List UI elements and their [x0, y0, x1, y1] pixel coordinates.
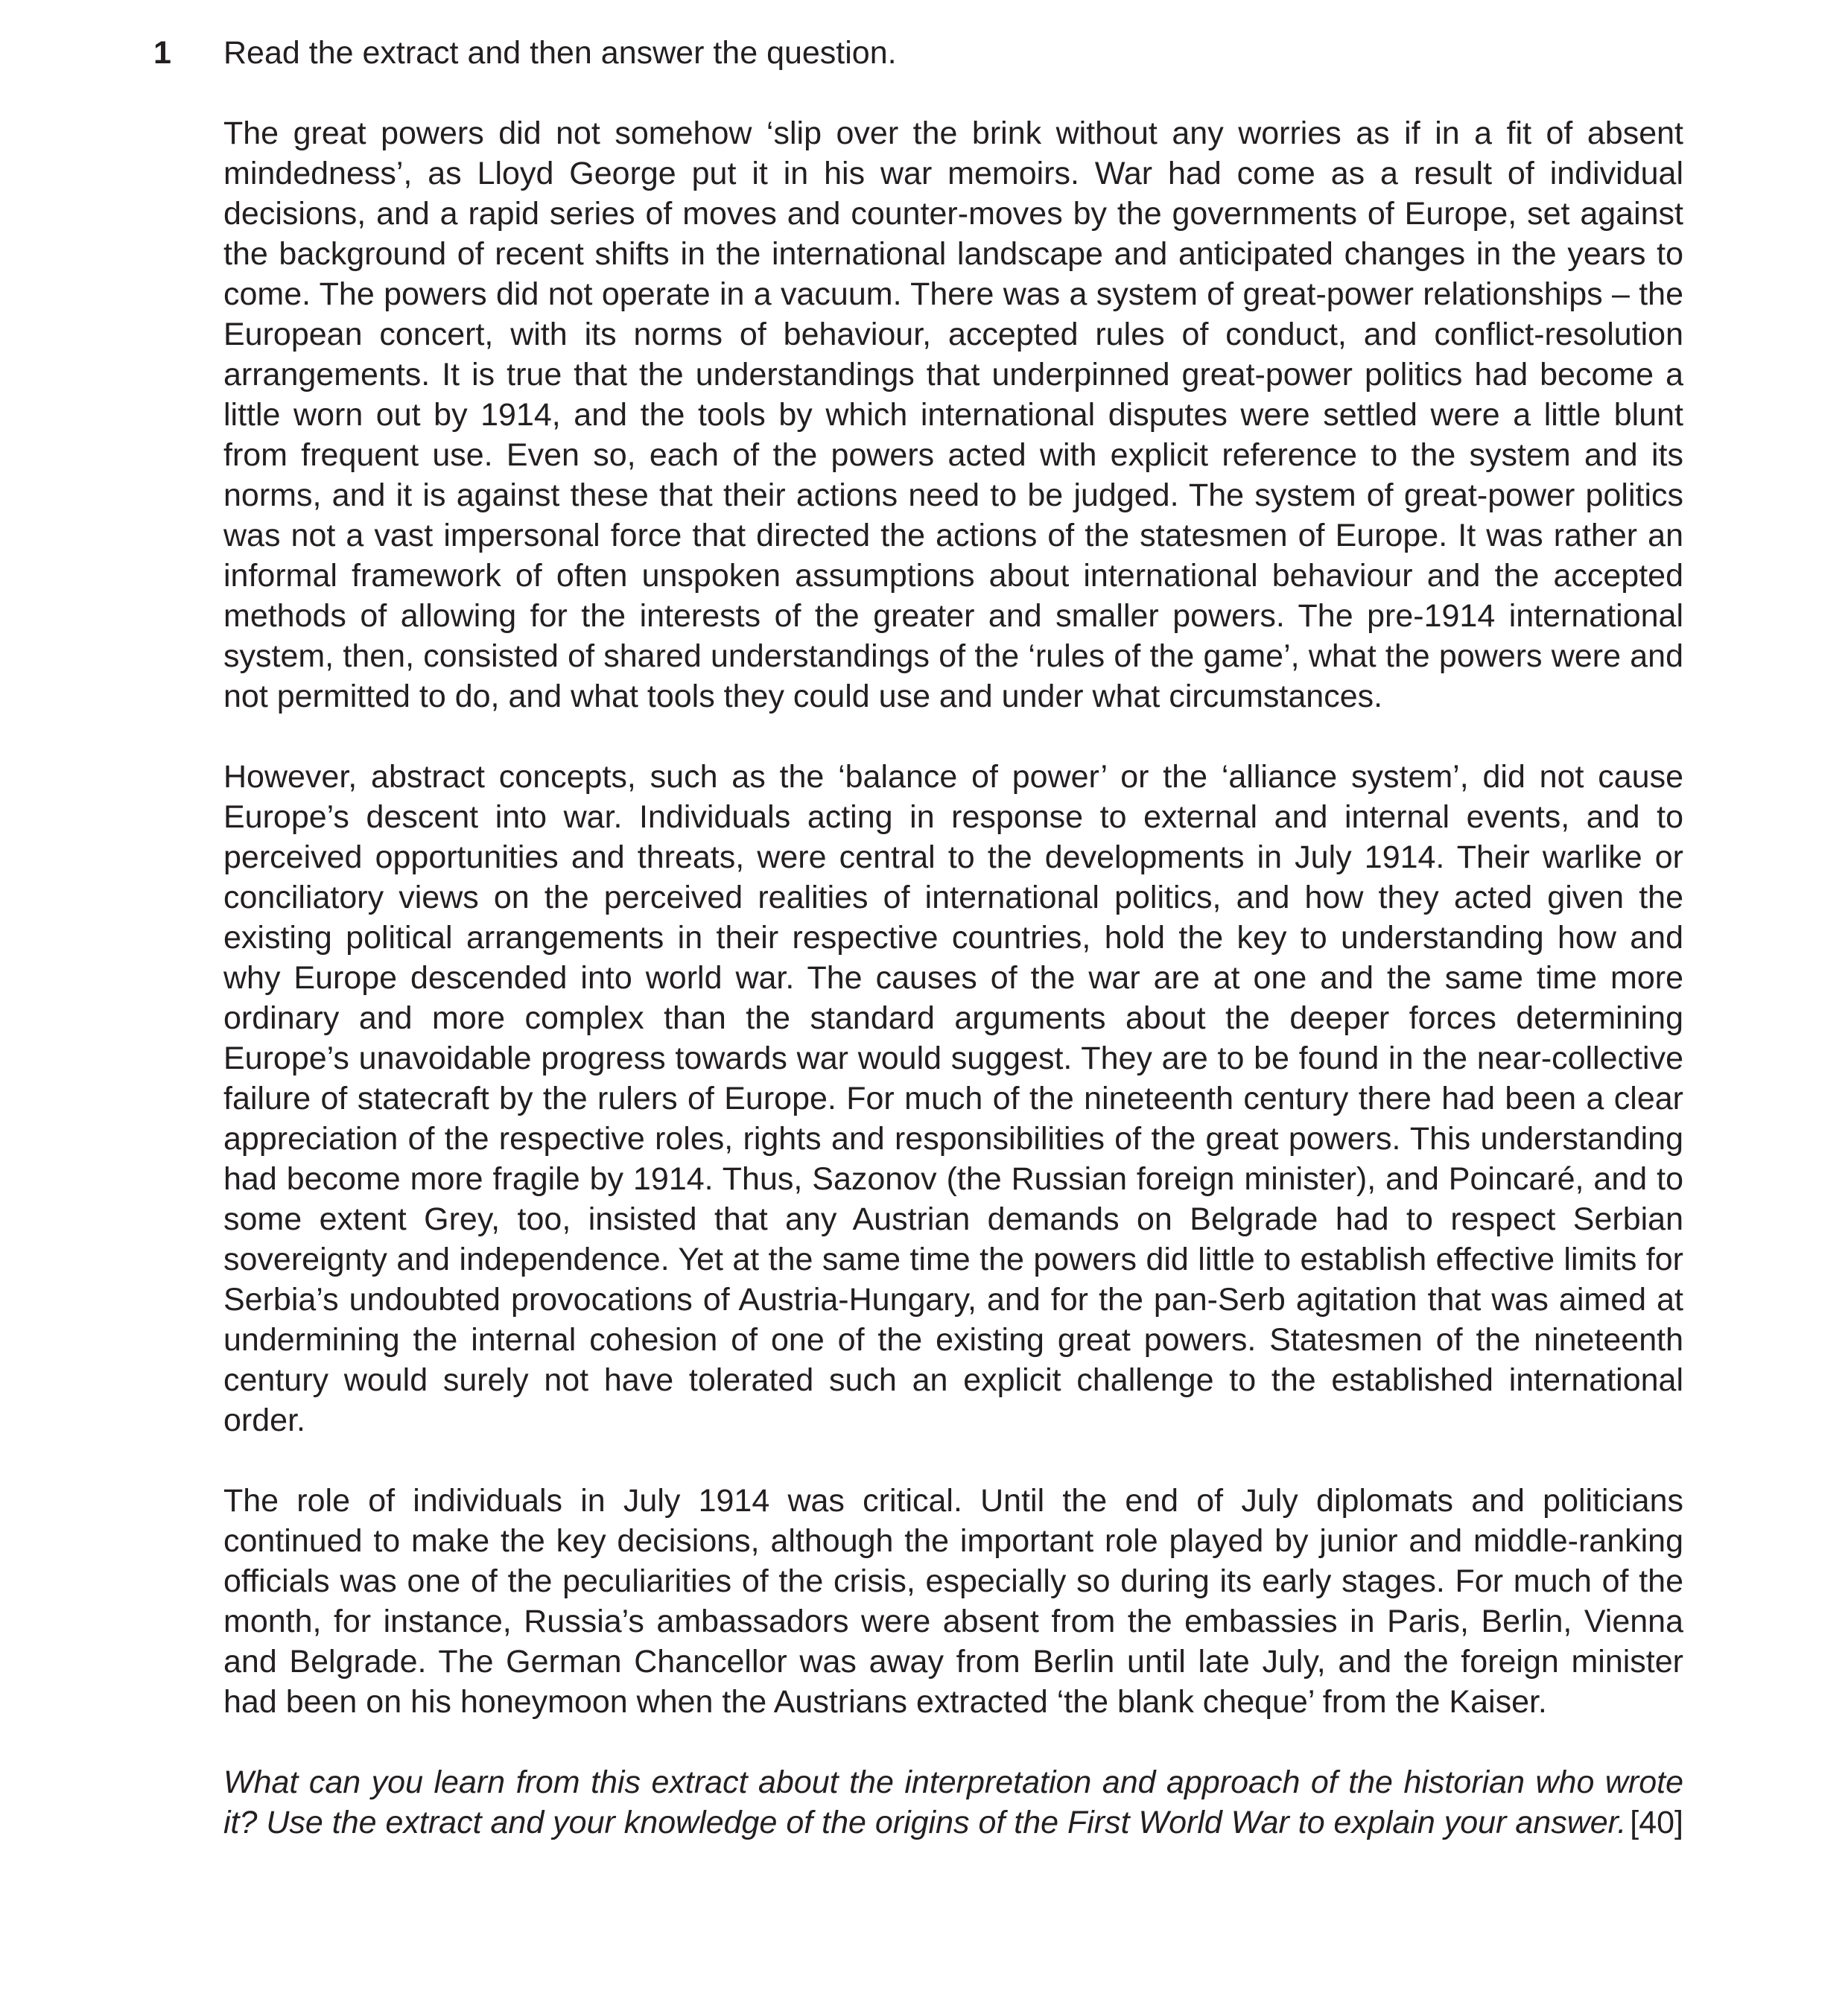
extract-paragraph-1: The great powers did not somehow ‘slip over the brink without any worries as if in a fit of absent mindedness’, as Lloyd George put it in his war memoirs. War had come as a result of individual decisions, and a rapid series of moves and counter-moves by the governments of Europe, set against the background of recent shifts in the international landscape and anticipated changes in the years to come. The powers did not operate in a vacuum. There was a system of great-power relationships – the European concert, with its norms of behaviour, accepted rules of conduct, and conflict-resolution arrangements. It is true that the understandings that underpinned great-power politics had become a little worn out by 1914, and the tools by which international disputes were settled were a little blunt from frequent use. Even so, each of the powers acted with explicit reference to the system and its norms, and it is against these that their actions need to be judged. The system of great-power politics was not a vast impersonal force that directed the actions of the statesmen of Europe. It was rather an informal framework of often unspoken assumptions about international behaviour and the accepted methods of allowing for the interests of the greater and smaller powers. The pre-1914 international system, then, consisted of shared understandings of the ‘rules of the game’, what the powers were and not permitted to do, and what tools they could use and under what circumstances. [223, 115, 1683, 714]
extract-paragraph-3: The role of individuals in July 1914 was critical. Until the end of July diplomats and politicians continued to make the key decisions, although the important role played by junior and middle-ranking officials was one of the peculiarities of the crisis, especially so during its early stages. For much of the month, for instance, Russia’s ambassadors were absent from the embassies in Paris, Berlin, Vienna and Belgrade. The German Chancellor was away from Berlin until late July, and the foreign minister had been on his honeymoon when the Austrians extracted ‘the blank cheque’ from the Kaiser. [223, 1483, 1683, 1720]
question-prompt: What can you learn from this extract about the interpretation and approach of the historian who wrote it? Use the extract and your knowledge of the origins of the First World War to explain your answer. [223, 1764, 1683, 1840]
extract-paragraph-2: However, abstract concepts, such as the ‘balance of power’ or the ‘alliance system’, did not cause Europe’s descent into war. Individuals acting in response to external and internal events, and to perceived opportunities and threats, were central to the developments in July 1914. Their warlike or conciliatory views on the perceived realities of international politics, and how they acted given the existing political arrangements in their respective countries, hold the key to understanding how and why Europe descended into world war. The causes of the war are at one and the same time more ordinary and more complex than the standard arguments about the deeper forces determining Europe’s unavoidable progress towards war would suggest. They are to be found in the near-collective failure of statecraft by the rulers of Europe. For much of the nineteenth century there had been a clear appreciation of the respective roles, rights and responsibilities of the great powers. This understanding had become more fragile by 1914. Thus, Sazonov (the Russian foreign minister), and Poincaré, and to some extent Grey, too, insisted that any Austrian demands on Belgrade had to respect Serbian sovereignty and independence. Yet at the same time the powers did little to establish effective limits for Serbia’s undoubted provocations of Austria-Hungary, and for the pan-Serb agitation that was aimed at undermining the internal cohesion of one of the existing great powers. Statesmen of the nineteenth century would surely not have tolerated such an explicit challenge to the established international order. [223, 759, 1683, 1438]
question-content [223, 33, 1683, 1843]
marks-allocation: [40] [1630, 1805, 1683, 1840]
question-instruction: Read the extract and then answer the question. [223, 35, 897, 71]
question-number: 1 [153, 35, 171, 71]
marks-line [223, 1802, 1683, 1843]
